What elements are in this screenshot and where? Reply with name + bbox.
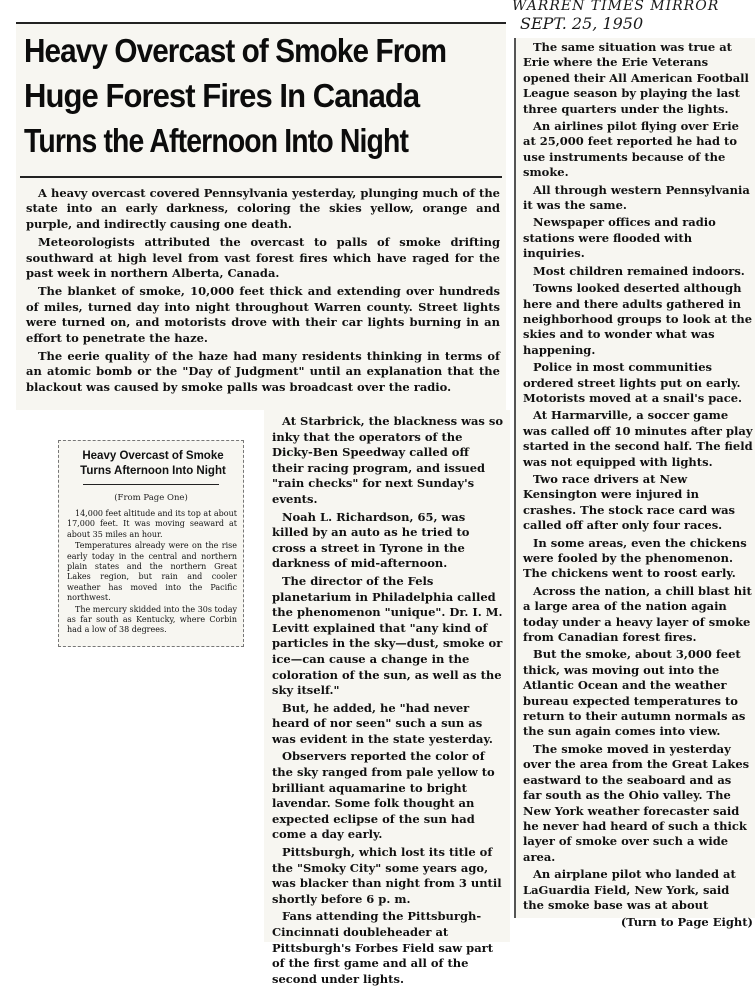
middle-column (264, 410, 510, 986)
side-headline-line: Heavy Overcast of Smoke (82, 450, 224, 462)
column-paragraph: Fans attending the Pittsburgh-Cincinnati doubleheader at Pittsburgh's Forbes Field saw part of the first game and all of the second under lights. (272, 909, 494, 986)
column-paragraph: At Harmarville, a soccer game was called off 10 minutes after play started in the second half. The field was not equipped with lights. (523, 408, 753, 469)
lead-paragraph: The eerie quality of the haze had many residents thinking in terms of an atomic bomb or the "Day of Judgment" until an explanation that the blackout was caused by smoke palls was broadcast over the radio. (26, 349, 500, 394)
side-story-body (67, 509, 237, 636)
lead-paragraph: A heavy overcast covered Pennsylvania yesterday, plunging much of the state into an early darkness, coloring the skies yellow, orange and purple, and indirectly causing one death. (26, 186, 500, 231)
lead-paragraph: Meteorologists attributed the overcast to palls of smoke drifting southward at high level from vast forest fires which have raged for the past week in northern Alberta, Canada. (26, 235, 500, 281)
main-lead (26, 186, 500, 398)
side-headline-rule (83, 484, 219, 485)
main-clipping (16, 22, 506, 410)
column-paragraph: Two race drivers at New Kensington were injured in crashes. The stock race card was called off after only four races. (523, 471, 736, 533)
column-paragraph: But the smoke, about 3,000 feet thick, was moving out into the Atlantic Ocean and the weather bureau expected temperatures to return to their autumn normals as the sun again comes into view. (523, 647, 746, 739)
jump-line: (Turn to Page Eight) (620, 915, 753, 930)
side-story-jump: (From Page One) (114, 493, 188, 503)
top-rule (16, 22, 506, 24)
column-paragraph: An airlines pilot flying over Erie at 25,000 feet reported he had to use instruments because of the smoke. (523, 119, 739, 180)
headline-rule (20, 176, 502, 178)
column-paragraph: Pittsburgh, which lost its title of the "Smoky City" some years ago, was blacker than night from 3 until shortly before 6 p. m. (272, 845, 502, 906)
side-paragraph: 14,000 feet altitude and its top at about 17,000 feet. It was moving seaward at about 35 miles an hour. (67, 509, 237, 539)
headline-line-2: Huge Forest Fires In Canada (24, 77, 420, 114)
column-paragraph: All through western Pennsylvania it was the same. (523, 182, 750, 213)
main-headline (24, 28, 502, 163)
column-paragraph: Across the nation, a chill blast hit a large area of the nation again today under a heavy layer of smoke from Canadian forest fires. (523, 583, 752, 645)
column-paragraph: At Starbrick, the blackness was so inky that the operators of the Dicky-Ben Speedway called off their racing program, and issued "rain checks" for next Sunday's events. (272, 414, 504, 506)
column-paragraph: The director of the Fels planetarium in Philadelphia called the phenomenon "unique". Dr. I. M. Levitt explained that "any kind of particles in the sky—dust, smoke or ice—can cause a change in the coloration of the sun, as well as the sky itself." (272, 573, 503, 698)
side-paragraph: The mercury skidded into the 30s today as far south as Kentucky, where Corbin had a low of 38 degrees. (67, 604, 237, 635)
column-paragraph: Noah L. Richardson, 65, was killed by an auto as he tried to cross a street in Tyrone in the darkness of mid-afternoon. (272, 509, 470, 571)
column-paragraph: In some areas, even the chickens were fooled by the phenomenon. The chickens went to roost early. (523, 535, 747, 581)
right-column (514, 38, 755, 930)
column-paragraph: An airplane pilot who landed at LaGuardia Field, New York, said the smoke base was at about (523, 867, 736, 912)
handwritten-date: SEPT. 25, 1950 (520, 14, 644, 33)
column-paragraph: Towns looked deserted although here and there adults gathered in neighborhood groups to look at the skies and to wonder what was happening. (523, 281, 753, 357)
column-paragraph: Observers reported the color of the sky ranged from pale yellow to brilliant aquamarine to bright lavendar. Some folk thought an expected eclipse of the sun had come a day early. (272, 749, 495, 842)
column-paragraph: Police in most communities ordered street lights put on early. Motorists moved at a snail's pace. (523, 360, 743, 405)
side-paragraph: Temperatures already were on the rise early today in the central and northern plain states and the northern Great Lakes region, but rain and cooler weather has moved into the Pacific northwest. (67, 541, 237, 603)
side-story-headline (67, 449, 239, 479)
side-story-clipping (58, 440, 244, 647)
column-paragraph: The same situation was true at Erie where the Erie Veterans opened their All American Football League season by playing the last three quarters under the lights. (523, 40, 749, 116)
headline-line-3: Turns the Afternoon Into Night (24, 122, 409, 159)
lead-paragraph: The blanket of smoke, 10,000 feet thick and extending over hundreds of miles, turned day into night throughout Warren county. Street lights were turned on, and motorists drove with their car lights burning in an effort to penetrate the haze. (26, 284, 500, 345)
right-column-rule (514, 38, 516, 918)
side-headline-line: Turns Afternoon Into Night (80, 465, 226, 477)
handwritten-source: WARREN TIMES MIRROR (512, 0, 720, 14)
column-paragraph: But, he added, he "had never heard of nor seen" such a sun as was evident in the state yesterday. (272, 700, 493, 746)
headline-line-1: Heavy Overcast of Smoke From (24, 32, 447, 69)
column-paragraph: Most children remained indoors. (533, 263, 745, 278)
column-paragraph: Newspaper offices and radio stations were flooded with inquiries. (523, 215, 716, 261)
column-paragraph: The smoke moved in yesterday over the area from the Great Lakes eastward to the seaboard and as far south as the Ohio valley. The New York weather forecaster said he never had heard of such a thick layer of smoke over such a wide area. (523, 741, 750, 864)
